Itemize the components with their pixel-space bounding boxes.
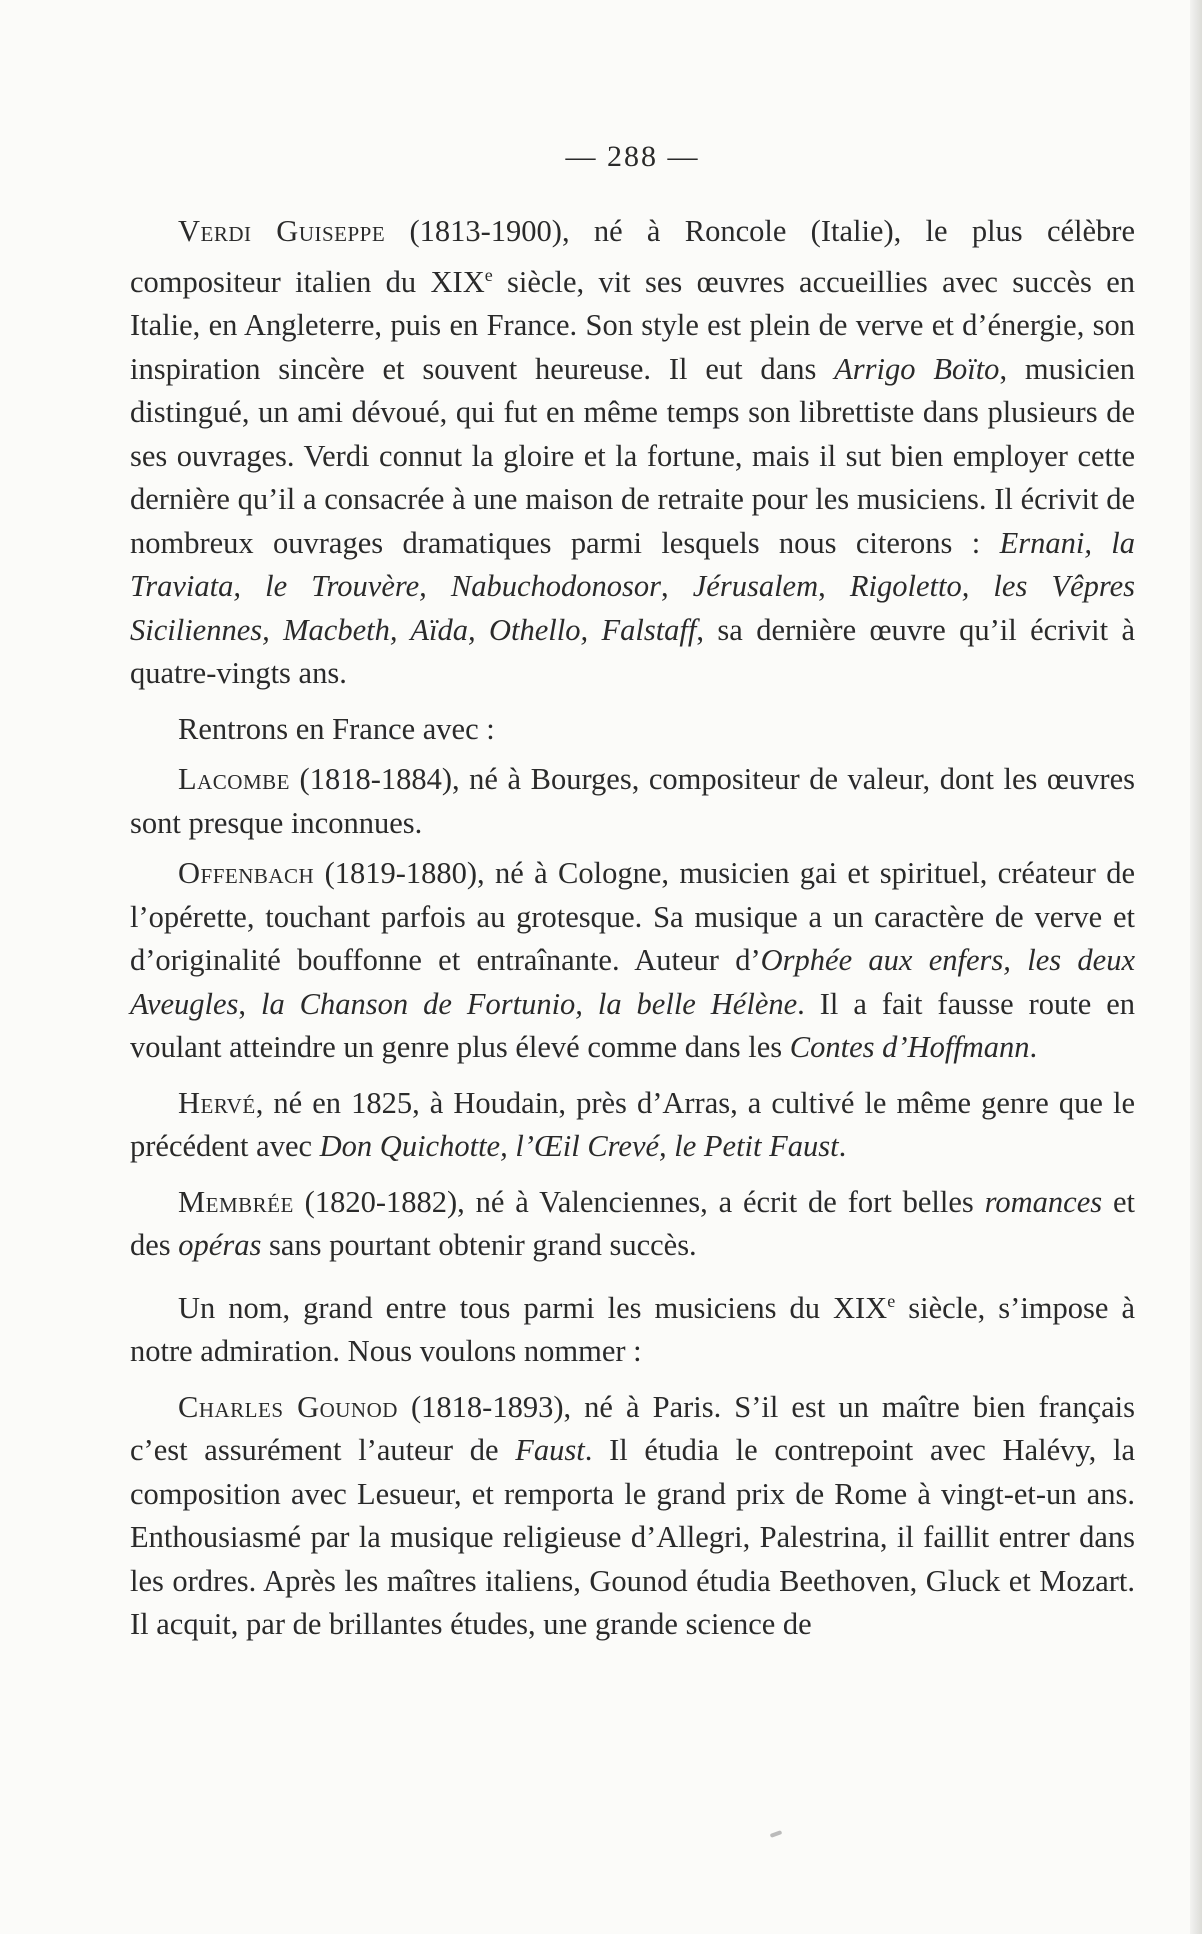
work-title: Faust [515, 1433, 585, 1468]
text-run: (1820-1882), né à Valenciennes, a écrit de fort belles [293, 1184, 985, 1219]
text-run: siècle, vit ses œuvres accueillies avec succès en Italie, en Angleterre, puis en France. Son style est plein de verve et d’énergie, son inspiration sincère et souvent heureuse. Il eut dans [130, 264, 1135, 386]
text-run: , [661, 569, 693, 604]
page-number: — 288 — [565, 140, 700, 173]
paragraph [130, 852, 1135, 1070]
paragraph [130, 1280, 1135, 1374]
page-edge-shadow [1190, 0, 1202, 1934]
composer-name: Offenbach [178, 856, 315, 891]
work-title: Rigoletto, les Vêpres Siciliennes, Macbeth, Aïda, Othello, Falstaff [130, 569, 1136, 647]
page-body [130, 210, 1135, 1647]
paragraph [130, 1386, 1135, 1647]
text-run: (1818-1884), né à Bourges, compositeur de valeur, dont les œuvres sont presque inconnues. [130, 762, 1135, 840]
text-run: . [838, 1129, 847, 1164]
work-title: Arrigo Boïto [834, 351, 1000, 386]
ink-speck [770, 1830, 783, 1838]
text-run: (1819-1880), né à Cologne, musicien gai et spirituel, créateur de l’opérette, touchant parfois au grotesque. Sa musique a un caractère de verve et d’originalité bouffonne et entraînante. Auteur d’ [130, 856, 1135, 978]
paragraph [130, 1181, 1135, 1268]
work-title: Jérusalem [692, 569, 819, 604]
work-title: Contes d’Hoffmann [789, 1030, 1030, 1065]
text-run: . [1029, 1030, 1038, 1065]
composer-name: Lacombe [178, 762, 290, 797]
text-run: , né en 1825, à Houdain, près d’Arras, a cultivé le même genre que le précédent avec [130, 1085, 1135, 1164]
text-run: , sa dernière œuvre qu’il écrivit à quatre-vingts ans. [130, 612, 1135, 691]
work-title: la Chanson de Fortunio, la belle Hélène [261, 986, 798, 1021]
paragraph [130, 708, 1135, 752]
work-title: romances [984, 1184, 1103, 1219]
work-title: opéras [178, 1228, 262, 1263]
composer-name: Charles Gounod [178, 1389, 398, 1424]
text-run: siècle, s’impose à notre admiration. Nous voulons nommer : [130, 1290, 1135, 1369]
paragraph [130, 210, 1135, 696]
text-run: . Il étudia le contrepoint avec Halévy, la composition avec Lesueur, et remporta le grand prix de Rome à vingt-et-un ans. Enthousiasmé par la musique religieuse d’Allegri, Palestrina, il faillit entrer dans les ordres. Après les maîtres italiens, Gounod étudia Beethoven, Gluck et Mozart. Il acquit, par de brillantes études, une grande science de [130, 1433, 1135, 1642]
text-run: , [238, 986, 261, 1021]
text-run: et des [130, 1184, 1135, 1263]
superscript: e [484, 264, 493, 285]
text-run: , musicien distingué, un ami dévoué, qui fut en même temps son librettiste dans plusieurs de ses ouvrages. Verdi connut la gloire et la fortune, mais il sut bien employer cette dernière qu’il a consacrée à une maison de retraite pour les musiciens. Il écrivit de nombreux ouvrages dramatiques parmi lesquels nous citerons : [130, 351, 1136, 560]
text-run: Un nom, grand entre tous parmi les musiciens du XIX [178, 1290, 888, 1325]
superscript: e [887, 1290, 896, 1311]
text-run: (1818-1893), né à Paris. S’il est un maître bien français c’est assurément l’auteur de [130, 1389, 1135, 1468]
paragraph [130, 1082, 1135, 1169]
text-run: Rentrons en France avec : [178, 711, 495, 746]
work-title: Ernani, la Traviata, le Trouvère, Nabuchodonosor [130, 525, 1136, 604]
composer-name: Verdi Guiseppe [178, 214, 386, 248]
text-run: , [818, 569, 850, 604]
work-title: Orphée aux enfers, les deux Aveugles [130, 943, 1135, 1021]
book-page [130, 140, 1135, 1659]
work-title: Don Quichotte, l’Œil Crevé, le Petit Faust [319, 1129, 839, 1164]
text-run: . Il a fait fausse route en voulant atteindre un genre plus élevé comme dans les [130, 986, 1136, 1065]
composer-name: Hervé [178, 1085, 256, 1120]
text-run: sans pourtant obtenir grand succès. [261, 1228, 697, 1263]
paragraph [130, 758, 1135, 845]
composer-name: Membrée [178, 1184, 294, 1219]
text-run: (1813-1900), né à Roncole (Italie), le plus célèbre compositeur italien du XIX [130, 214, 1135, 299]
